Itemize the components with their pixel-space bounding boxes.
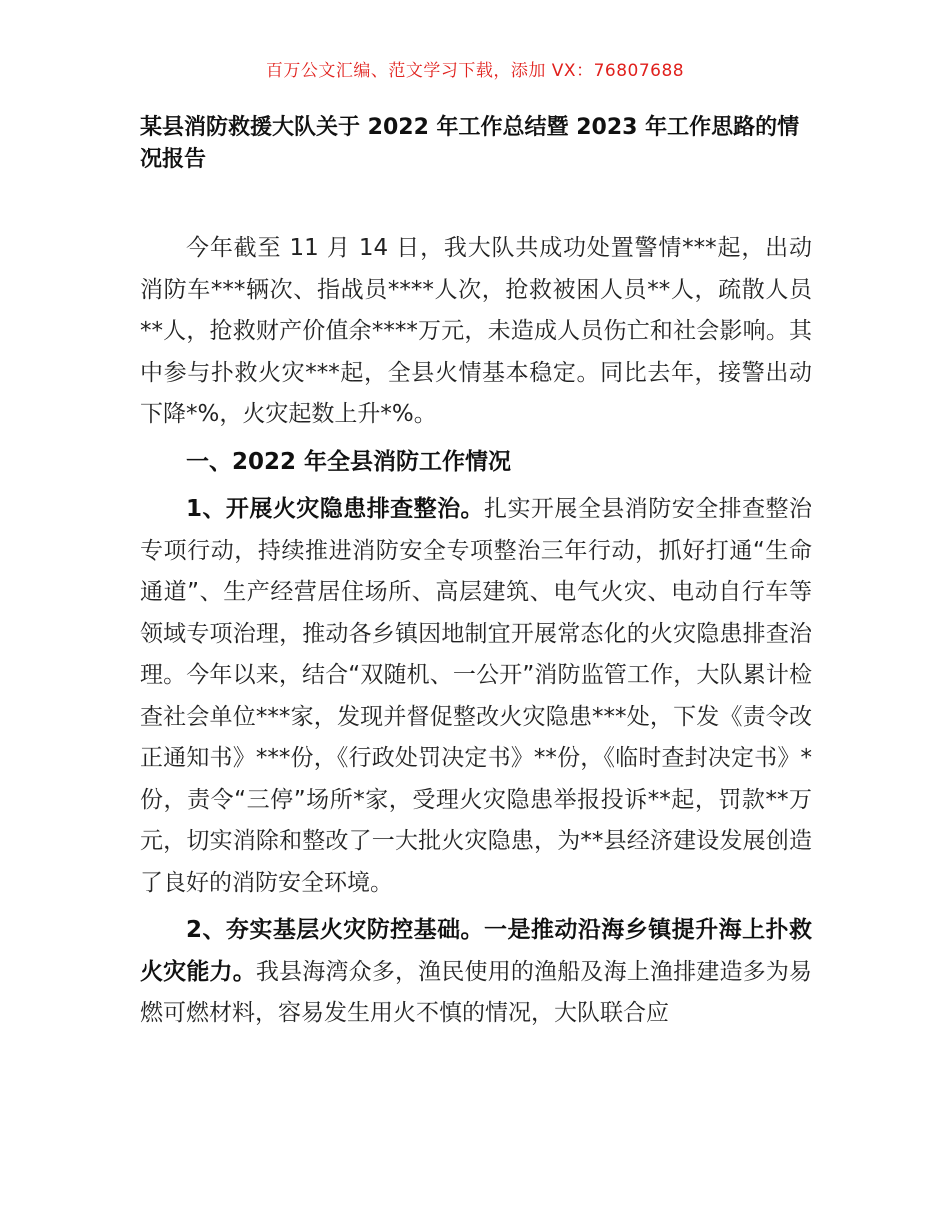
item-1-paragraph: [140, 489, 812, 904]
item-2-lead: 2、夯实基层火灾防控基础。一是推动沿海乡镇提升海上扑救火灾能力。: [140, 917, 812, 985]
document-title: 某县消防救援大队关于 2022 年工作总结暨 2023 年工作思路的情况报告: [140, 115, 800, 172]
intro-paragraph: 今年截至 11 月 14 日，我大队共成功处置警情***起，出动消防车***辆次、指战员****人次，抢救被困人员**人，疏散人员**人，抢救财产价值余****万元，未造成人员伤亡和社会影响。其中参与扑救火灾***起，全县火情基本稳定。同比去年，接警出动下降*%，火灾起数上升*%。: [140, 235, 812, 427]
item-1-lead: 1、开展火灾隐患排查整治。: [186, 496, 484, 522]
header-note: 百万公文汇编、范文学习下载，添加 VX：76807688: [265, 61, 685, 81]
item-2-text: 我县海湾众多，渔民使用的渔船及海上渔排建造多为易燃可燃材料，容易发生用火不慎的情况，大队联合应: [140, 958, 813, 1026]
document-body: [140, 228, 812, 1041]
section-heading: 一、2022 年全县消防工作情况: [186, 448, 512, 475]
item-1-text: 扎实开展全县消防安全排查整治专项行动，持续推进消防安全专项整治三年行动，抓好打通“生命通道”、生产经营居住场所、高层建筑、电气火灾、电动自行车等领域专项治理，推动各乡镇因地制宜开展常态化的火灾隐患排查治理。今年以来，结合“双随机、一公开”消防监管工作，大队累计检查社会单位***家，发现并督促整改火灾隐患***处，下发《责令改正通知书》***份，《行政处罚决定书》**份，《临时查封决定书》*份，责令“三停”场所*家，受理火灾隐患举报投诉**起，罚款**万元，切实消除和整改了一大批火灾隐患，为**县经济建设发展创造了良好的消防安全环境。: [140, 496, 812, 896]
item-2-paragraph: [140, 910, 812, 1035]
